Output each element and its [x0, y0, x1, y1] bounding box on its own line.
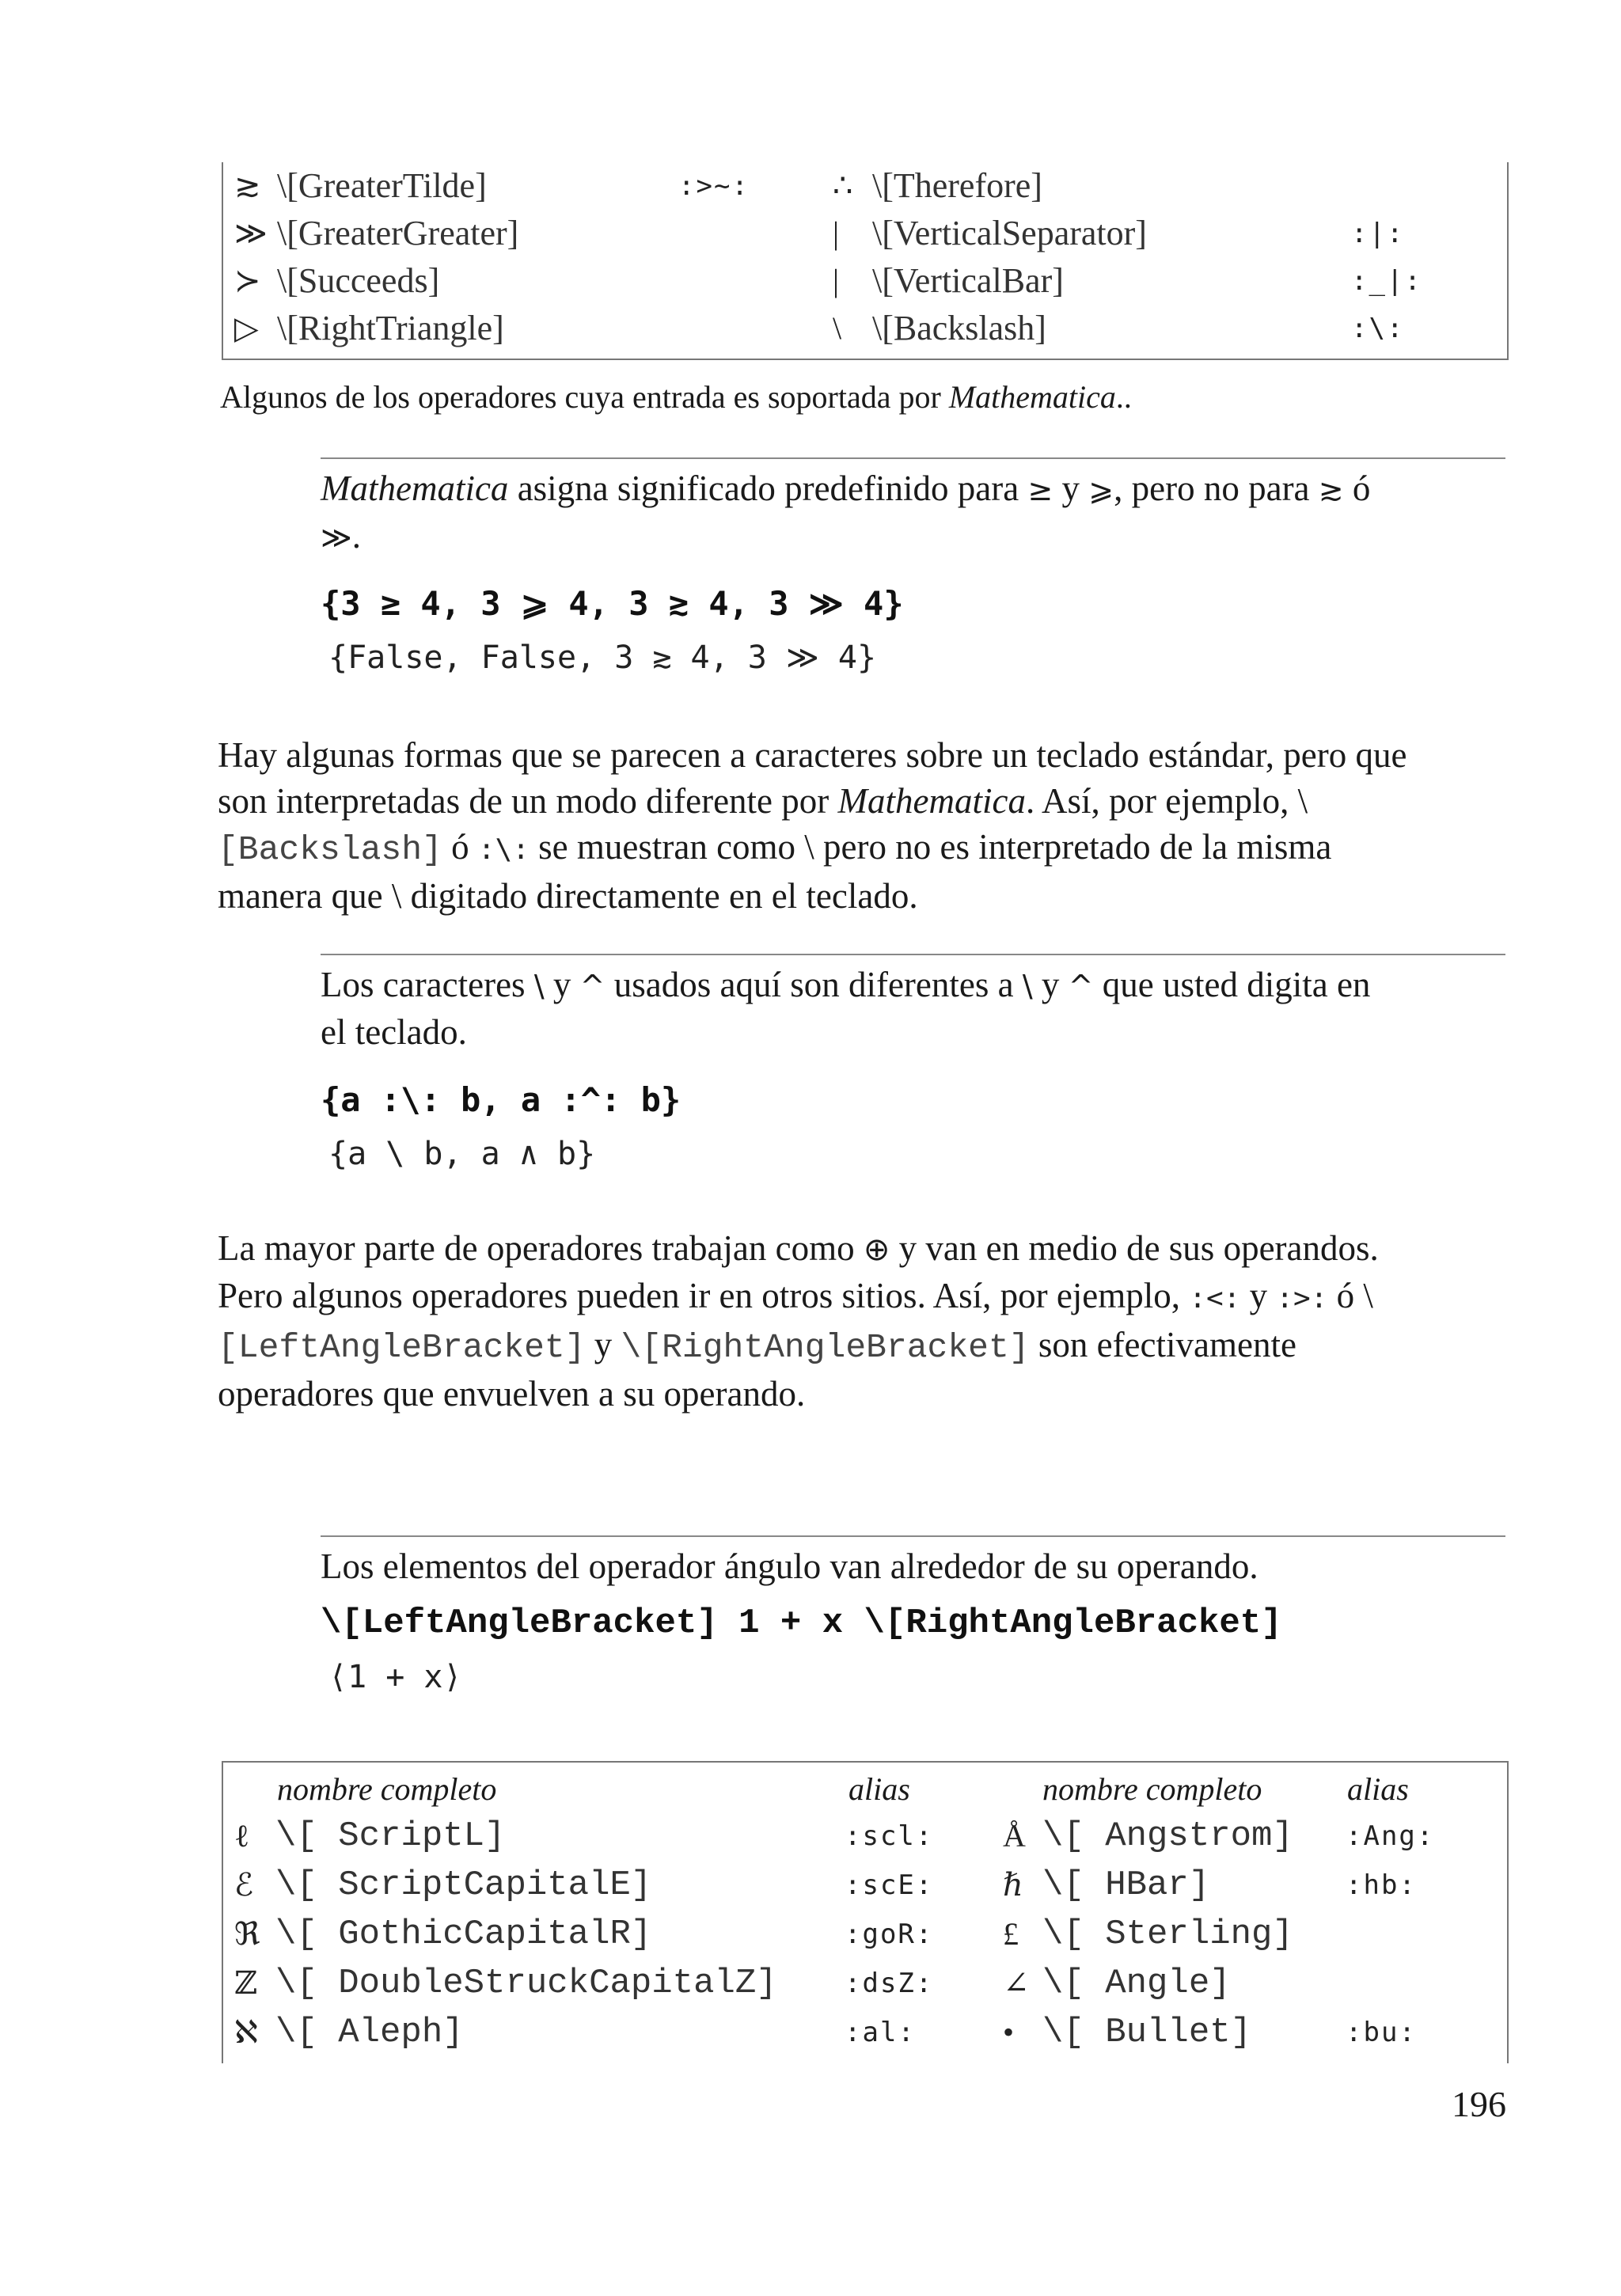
- table-row: [223, 1910, 1507, 1959]
- operator-symbol: ≳: [234, 168, 261, 203]
- operator-symbol: |: [833, 263, 840, 298]
- table-row: [223, 1812, 1507, 1861]
- character-name: \[ HBar]: [1042, 1865, 1210, 1905]
- body-paragraph: La mayor parte de operadores trabajan como ⊕ y van en medio de sus operandos. Pero algunos operadores pueden ir en otros sitios. Así, por ejemplo, :<: y :>: ó \ [LeftAngleBracket] y \[RightAngleBracket] son efectivamente operadores que envuelven a su operando.: [218, 1228, 1379, 1414]
- note-divider: [321, 1535, 1505, 1537]
- column-header: nombre completo: [277, 1771, 497, 1807]
- output-cell: {False, False, 3 ≳ 4, 3 ≫ 4}: [328, 639, 877, 676]
- table-row: [223, 162, 1507, 210]
- character-name: \[ ScriptL]: [275, 1816, 506, 1856]
- table-row: [223, 1959, 1507, 2008]
- input-cell: {3 ≥ 4, 3 ⩾ 4, 3 ≳ 4, 3 ≫ 4}: [321, 584, 904, 623]
- operator-alias: :>~:: [678, 170, 750, 202]
- note-text: Mathematica asigna significado predefinido para ≥ y ⩾, pero no para ≳ ó ≫.: [321, 469, 1371, 556]
- character-name: \[ GothicCapitalR]: [275, 1915, 652, 1954]
- operator-name: \[RightTriangle]: [277, 309, 504, 347]
- operator-table-top: [222, 162, 1509, 360]
- character-name: \[ Bullet]: [1042, 2013, 1252, 2052]
- character-alias: :al:: [845, 2017, 916, 2048]
- body-paragraph: Hay algunas formas que se parecen a caracteres sobre un teclado estándar, pero que son interpretadas de un modo diferente por Mathematica. Así, por ejemplo, \ [Backslash] ó :\: se muestran como \ pero no es interpretado de la misma manera que \ digitado directamente en el teclado.: [218, 735, 1407, 916]
- operator-name: \[Therefore]: [872, 166, 1042, 205]
- note-text: Los elementos del operador ángulo van alrededor de su operando.: [321, 1546, 1258, 1586]
- character-symbol: ℏ: [1003, 1867, 1023, 1903]
- character-symbol: ℤ: [234, 1965, 258, 2001]
- character-alias: :hb:: [1346, 1869, 1417, 1901]
- output-cell: ⟨1 + x⟩: [328, 1659, 462, 1695]
- character-symbol: •: [1003, 2014, 1015, 2050]
- operator-alias: :|:: [1351, 218, 1405, 249]
- operator-symbol: ▷: [234, 310, 259, 346]
- character-symbol: £: [1003, 1916, 1019, 1952]
- character-symbol: ℓ: [234, 1818, 250, 1854]
- character-name: \[ Angle]: [1042, 1964, 1231, 2003]
- character-name: \[ DoubleStruckCapitalZ]: [275, 1964, 777, 2003]
- character-name: \[ ScriptCapitalE]: [275, 1865, 652, 1905]
- input-cell: \[LeftAngleBracket] 1 + x \[RightAngleBracket]: [321, 1603, 1282, 1643]
- table-row: [223, 210, 1507, 257]
- operator-alias: :_|:: [1351, 265, 1422, 297]
- column-header: alias: [1347, 1771, 1409, 1807]
- operator-name: \[Succeeds]: [277, 261, 440, 300]
- character-name: \[ Angstrom]: [1042, 1816, 1293, 1856]
- operator-symbol: ≻: [234, 263, 261, 298]
- character-alias: :goR:: [845, 1918, 934, 1950]
- table-row: [223, 2008, 1507, 2057]
- character-alias: :scl:: [845, 1820, 934, 1852]
- note-text: Los caracteres \ y ^ usados aquí son diferentes a \ y ^ que usted digita en el teclado.: [321, 965, 1371, 1052]
- operator-symbol: ∴: [833, 168, 853, 203]
- character-name: \[ Sterling]: [1042, 1915, 1293, 1954]
- operator-name: \[GreaterGreater]: [277, 214, 519, 252]
- operator-symbol: |: [833, 215, 840, 251]
- character-symbol: ℜ: [234, 1916, 260, 1952]
- input-cell: {a :\: b, a :^: b}: [321, 1080, 681, 1119]
- character-table: [222, 1761, 1509, 2063]
- character-symbol: ℰ: [234, 1867, 254, 1903]
- column-header: alias: [848, 1771, 910, 1807]
- character-symbol: Å: [1003, 1818, 1026, 1854]
- table-row: [223, 1861, 1507, 1910]
- character-symbol: ℵ: [234, 2014, 258, 2050]
- character-name: \[ Aleph]: [275, 2013, 464, 2052]
- table-row: [223, 257, 1507, 305]
- character-symbol: ∠: [1003, 1965, 1030, 2001]
- operator-symbol: ≫: [234, 215, 268, 251]
- table-caption: Algunos de los operadores cuya entrada es soportada por Mathematica..: [220, 379, 1132, 415]
- operator-name: \[Backslash]: [872, 309, 1046, 347]
- note-divider: [321, 457, 1505, 459]
- operator-name: \[VerticalBar]: [872, 261, 1064, 300]
- character-alias: :dsZ:: [845, 1968, 934, 1999]
- operator-name: \[VerticalSeparator]: [872, 214, 1147, 252]
- operator-alias: :\:: [1351, 313, 1405, 344]
- table-row: [223, 305, 1507, 352]
- note-divider: [321, 954, 1505, 955]
- page-number: 196: [1452, 2084, 1506, 2124]
- output-cell: {a \ b, a ∧ b}: [328, 1136, 596, 1172]
- column-header: nombre completo: [1042, 1771, 1262, 1807]
- character-alias: :scE:: [845, 1869, 934, 1901]
- operator-name: \[GreaterTilde]: [277, 166, 487, 205]
- character-alias: :bu:: [1346, 2017, 1417, 2048]
- operator-symbol: \: [833, 310, 842, 346]
- character-alias: :Ang:: [1346, 1820, 1435, 1852]
